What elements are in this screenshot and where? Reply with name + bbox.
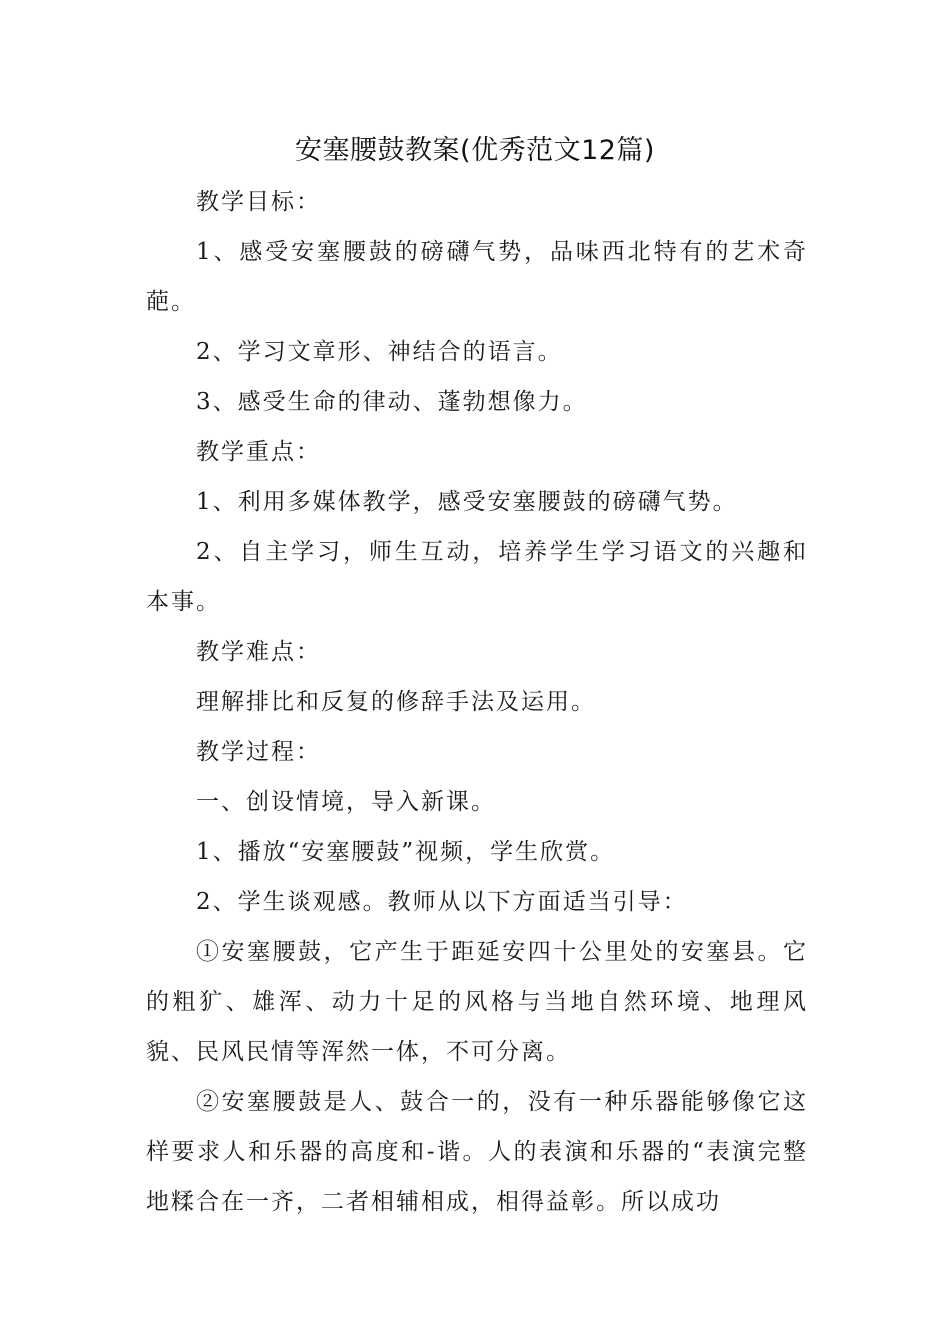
paragraph-process-item-1: 1、播放“安塞腰鼓”视频，学生欣赏。 <box>196 839 616 865</box>
paragraph-note-2: ②安塞腰鼓是人、鼓合一的，没有一种乐器能够像它这样要求人和乐器的高度和-谐。人的表演和乐器的“表演完整地糅合在一齐，二者相辅相成，相得益彰。所以成功 <box>146 1089 808 1215</box>
paragraph-difficulty-1: 理解排比和反复的修辞手法及运用。 <box>196 689 596 715</box>
paragraph-process-item-2: 2、学生谈观感。教师从以下方面适当引导： <box>196 889 688 915</box>
paragraph-process-step-1: 一、创设情境，导入新课。 <box>196 789 496 815</box>
paragraph-goal-2: 2、学习文章形、神结合的语言。 <box>196 339 563 365</box>
paragraph-goal-3: 3、感受生命的律动、蓬勃想像力。 <box>196 389 588 415</box>
document-title: 安塞腰鼓教案(优秀范文12篇) <box>295 135 655 166</box>
paragraph-key-point-2: 2、自主学习，师生互动，培养学生学习语文的兴趣和本事。 <box>146 539 808 615</box>
paragraph-key-points-heading: 教学重点： <box>196 439 321 465</box>
document-body <box>146 177 808 1227</box>
paragraph-note-1: ①安塞腰鼓，它产生于距延安四十公里处的安塞县。它的粗犷、雄浑、动力十足的风格与当地自然环境、地理风貌、民风民情等浑然一体，不可分离。 <box>146 939 808 1065</box>
paragraph-process-heading: 教学过程： <box>196 739 321 765</box>
paragraph-difficulty-heading: 教学难点： <box>196 639 321 665</box>
paragraph-goal-1: 1、感受安塞腰鼓的磅礴气势，品味西北特有的艺术奇葩。 <box>146 239 808 315</box>
paragraph-teaching-goals-heading: 教学目标： <box>196 189 321 215</box>
paragraph-key-point-1: 1、利用多媒体教学，感受安塞腰鼓的磅礴气势。 <box>196 489 738 515</box>
